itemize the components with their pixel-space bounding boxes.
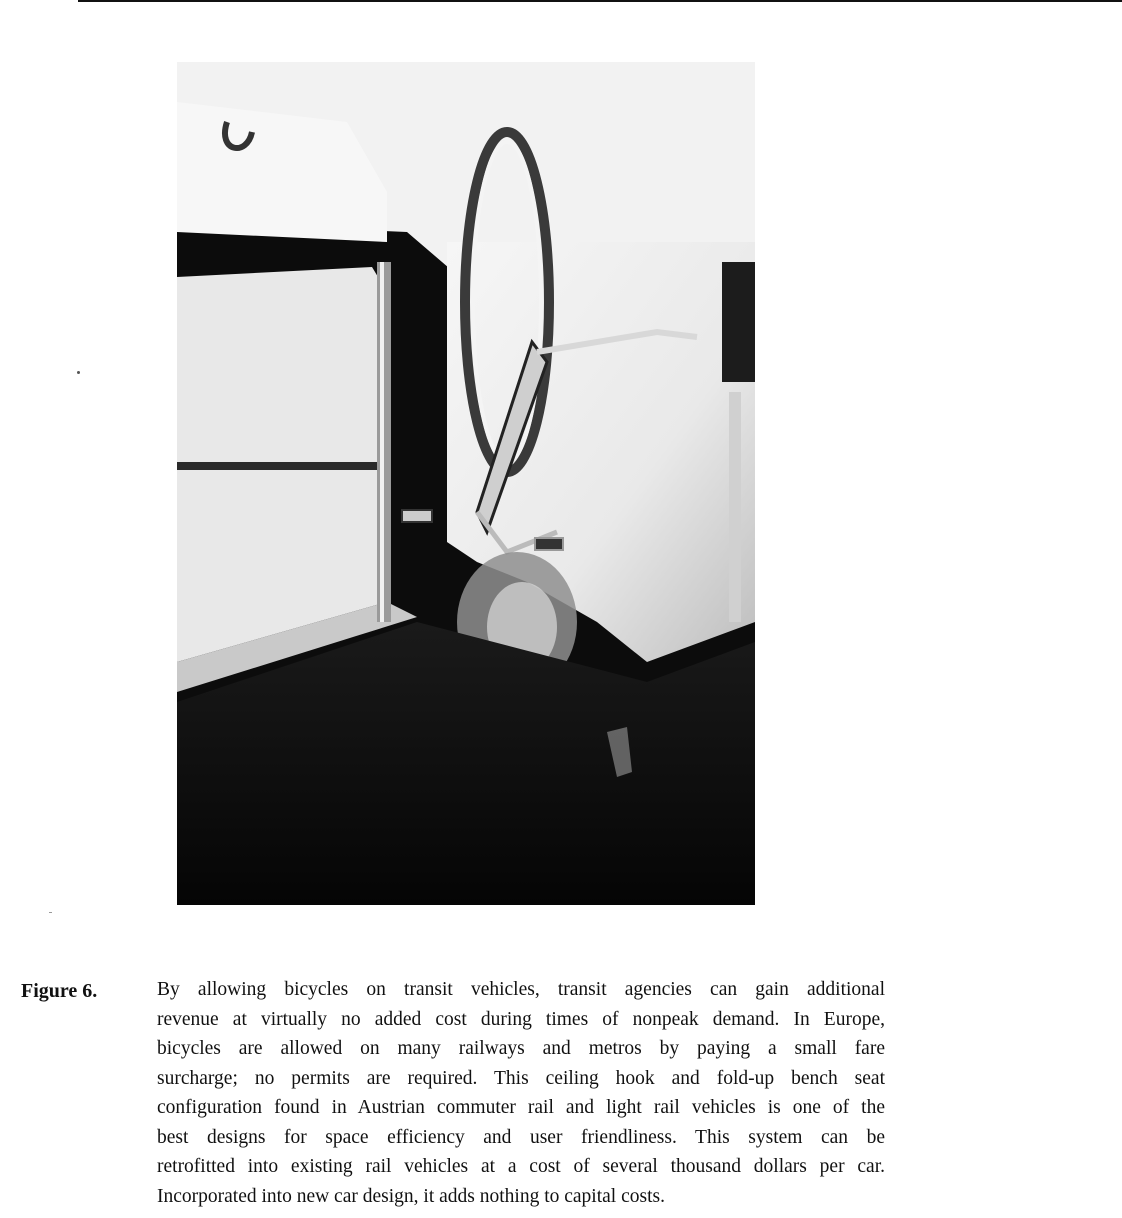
scan-speck (77, 371, 80, 374)
caption-line: Incorporated into new car design, it adds nothing to capital costs. (157, 1185, 665, 1207)
top-rule (78, 0, 1122, 2)
figure-caption (157, 975, 885, 1211)
photo-bicycle-in-rail-car (177, 62, 755, 905)
caption-line: configuration found in Austrian commuter rail and light rail vehicles is one of the (157, 1097, 885, 1118)
caption-line: best designs for space efficiency and user friendliness. This system can be (157, 1126, 885, 1148)
caption-line: surcharge; no permits are required. This ceiling hook and fold-up bench seat (157, 1067, 885, 1089)
caption-line: revenue at virtually no added cost during times of nonpeak demand. In Europe, (157, 1008, 885, 1030)
photo-illustration (177, 62, 755, 905)
caption-line: retrofitted into existing rail vehicles at a cost of several thousand dollars per car. (157, 1156, 885, 1177)
scan-speck (49, 912, 52, 913)
caption-line: By allowing bicycles on transit vehicles, transit agencies can gain additional (157, 979, 885, 1000)
caption-line: bicycles are allowed on many railways and metros by paying a small fare (157, 1038, 885, 1059)
figure-label: Figure 6. (21, 980, 98, 1002)
